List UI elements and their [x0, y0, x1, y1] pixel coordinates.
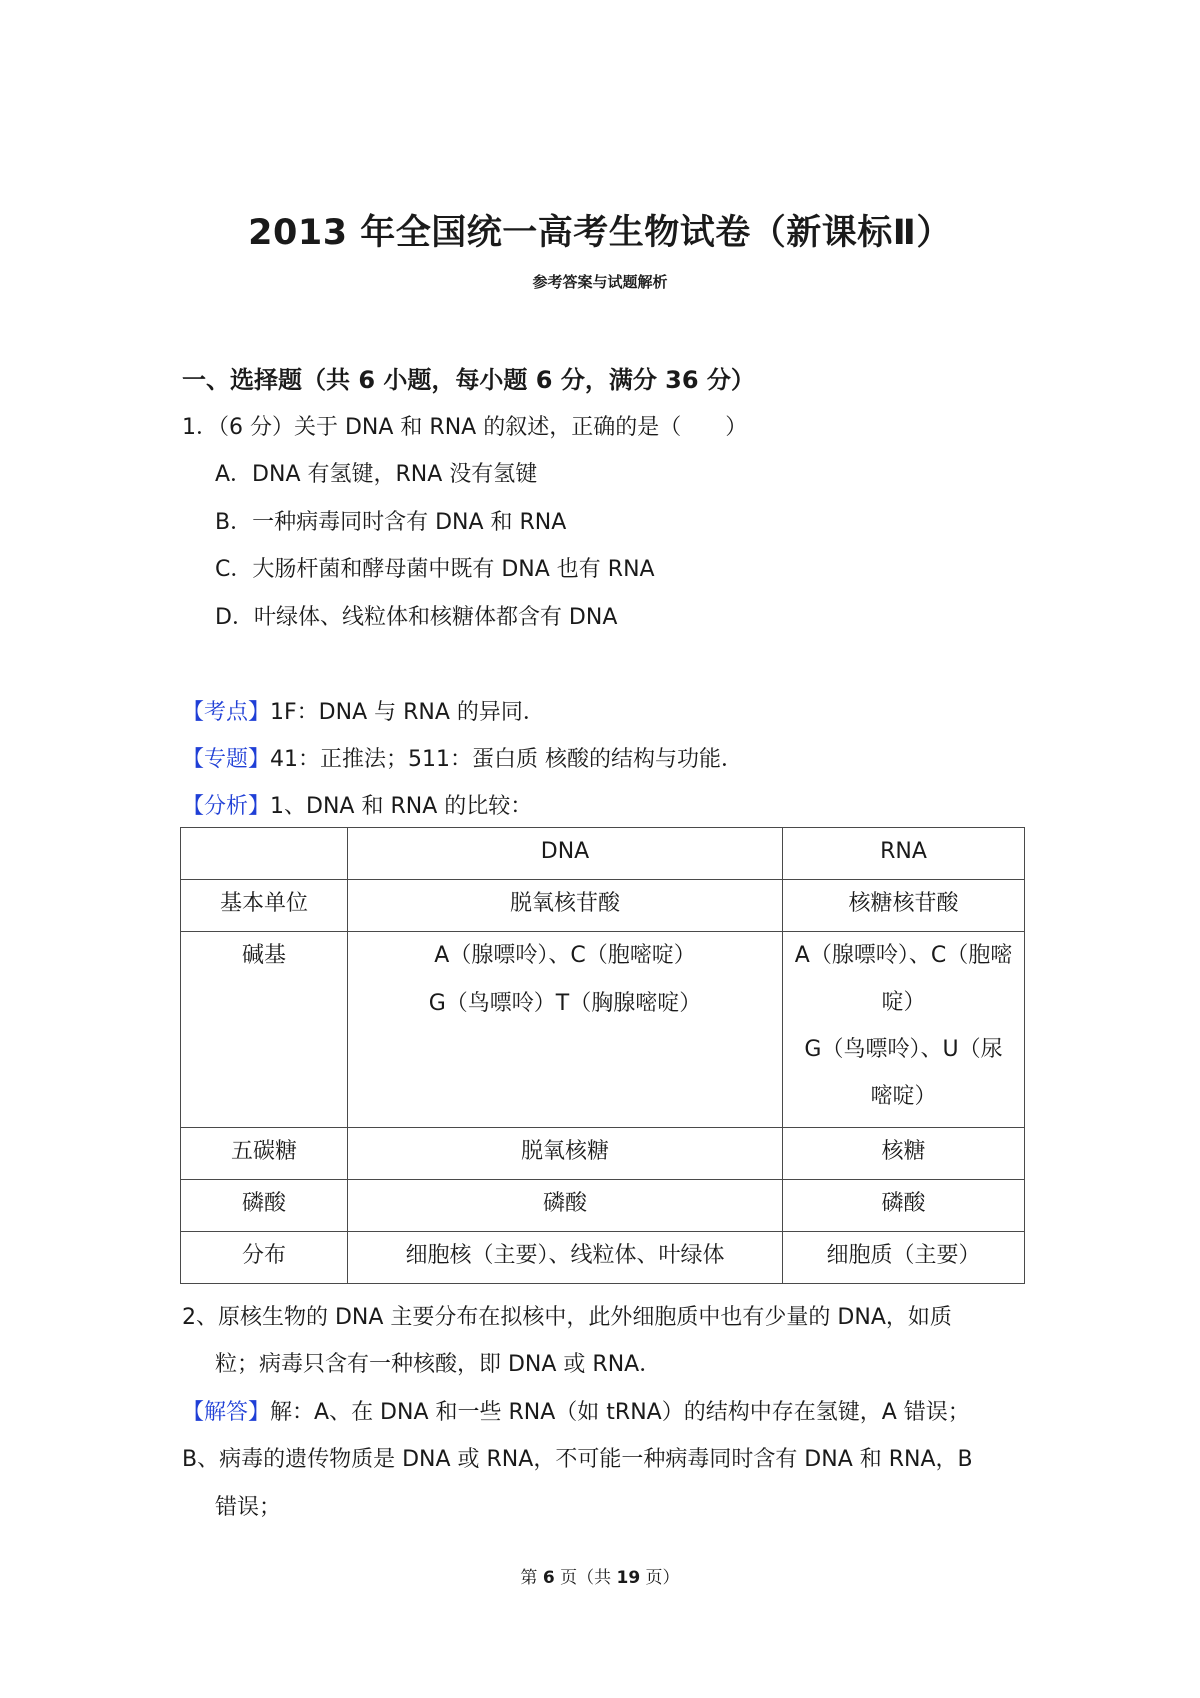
table-header-row [181, 828, 1025, 880]
footer-pre: 第 [520, 1568, 543, 1588]
footer-page-number: 6 [542, 1568, 555, 1588]
option-a: A．DNA 有氢键，RNA 没有氢键 [215, 462, 538, 487]
fenxi-line [182, 789, 532, 820]
footer-post: 页） [640, 1568, 680, 1588]
footer-page-total: 19 [616, 1568, 641, 1588]
fenxi-tag: 【分析】 [182, 794, 271, 819]
row-label: 磷酸 [181, 1180, 348, 1232]
cell-line: G（鸟嘌呤）、U（尿 [804, 1037, 1003, 1062]
dna-cell: 脱氧核糖 [348, 1128, 783, 1180]
table-row [181, 1232, 1025, 1284]
table-row [181, 1180, 1025, 1232]
point2-line1: 2、原核生物的 DNA 主要分布在拟核中，此外细胞质中也有少量的 DNA，如质 [182, 1305, 952, 1330]
jieda-line [182, 1395, 970, 1426]
table-header-cell [181, 828, 348, 880]
zhuanti-tag: 【专题】 [182, 747, 271, 772]
zhuanti-line [182, 742, 743, 773]
page-subtitle: 参考答案与试题解析 [532, 273, 668, 291]
dna-cell [348, 932, 783, 1128]
kaodian-text: 1F：DNA 与 RNA 的异同． [270, 700, 545, 725]
cell-line: A（腺嘌呤）、C（胞嘧 [794, 943, 1013, 968]
cell-line: A（腺嘌呤）、C（胞嘧啶） [434, 943, 696, 968]
dna-cell: 细胞核（主要）、线粒体、叶绿体 [348, 1232, 783, 1284]
row-label: 分布 [181, 1232, 348, 1284]
option-b: B．一种病毒同时含有 DNA 和 RNA [215, 510, 567, 535]
option-d: D．叶绿体、线粒体和核糖体都含有 DNA [215, 605, 618, 630]
rna-cell: 细胞质（主要） [783, 1232, 1025, 1284]
table-header-cell: RNA [783, 828, 1025, 880]
jieda-text: 解：A、在 DNA 和一些 RNA（如 tRNA）的结构中存在氢键，A 错误； [270, 1400, 970, 1425]
rna-cell [783, 932, 1025, 1128]
jieda-line2: B、病毒的遗传物质是 DNA 或 RNA，不可能一种病毒同时含有 DNA 和 RNA，B [182, 1447, 973, 1472]
row-label: 五碳糖 [181, 1128, 348, 1180]
dna-cell: 脱氧核苷酸 [348, 880, 783, 932]
section-heading: 一、选择题（共 6 小题，每小题 6 分，满分 36 分） [182, 366, 755, 394]
question-text: 1．（6 分）关于 DNA 和 RNA 的叙述，正确的是（ ） [182, 415, 748, 440]
rna-cell: 核糖 [783, 1128, 1025, 1180]
table-row [181, 932, 1025, 1128]
jieda-tag: 【解答】 [182, 1400, 271, 1425]
jieda-line3: 错误； [215, 1495, 282, 1520]
table-row [181, 880, 1025, 932]
kaodian-line [182, 695, 545, 726]
footer-mid: 页（共 [554, 1568, 617, 1588]
dna-rna-comparison-table [180, 827, 1025, 1284]
rna-cell: 核糖核苷酸 [783, 880, 1025, 932]
point2-line2: 粒；病毒只含有一种核酸，即 DNA 或 RNA． [215, 1352, 662, 1377]
kaodian-tag: 【考点】 [182, 700, 271, 725]
row-label: 碱基 [181, 932, 348, 1128]
page-footer [0, 1563, 1200, 1588]
dna-cell: 磷酸 [348, 1180, 783, 1232]
table-header-cell: DNA [348, 828, 783, 880]
page-title: 2013 年全国统一高考生物试卷（新课标Ⅱ） [248, 213, 952, 253]
cell-line: 啶） [881, 990, 926, 1015]
row-label: 基本单位 [181, 880, 348, 932]
option-c: C．大肠杆菌和酵母菌中既有 DNA 也有 RNA [215, 557, 655, 582]
fenxi-text: 1、DNA 和 RNA 的比较： [270, 794, 533, 819]
rna-cell: 磷酸 [783, 1180, 1025, 1232]
cell-line: G（鸟嘌呤）T（胸腺嘧啶） [428, 991, 702, 1016]
cell-line: 嘧啶） [870, 1084, 937, 1109]
zhuanti-text: 41：正推法；511：蛋白质 核酸的结构与功能． [270, 747, 743, 772]
table-row [181, 1128, 1025, 1180]
